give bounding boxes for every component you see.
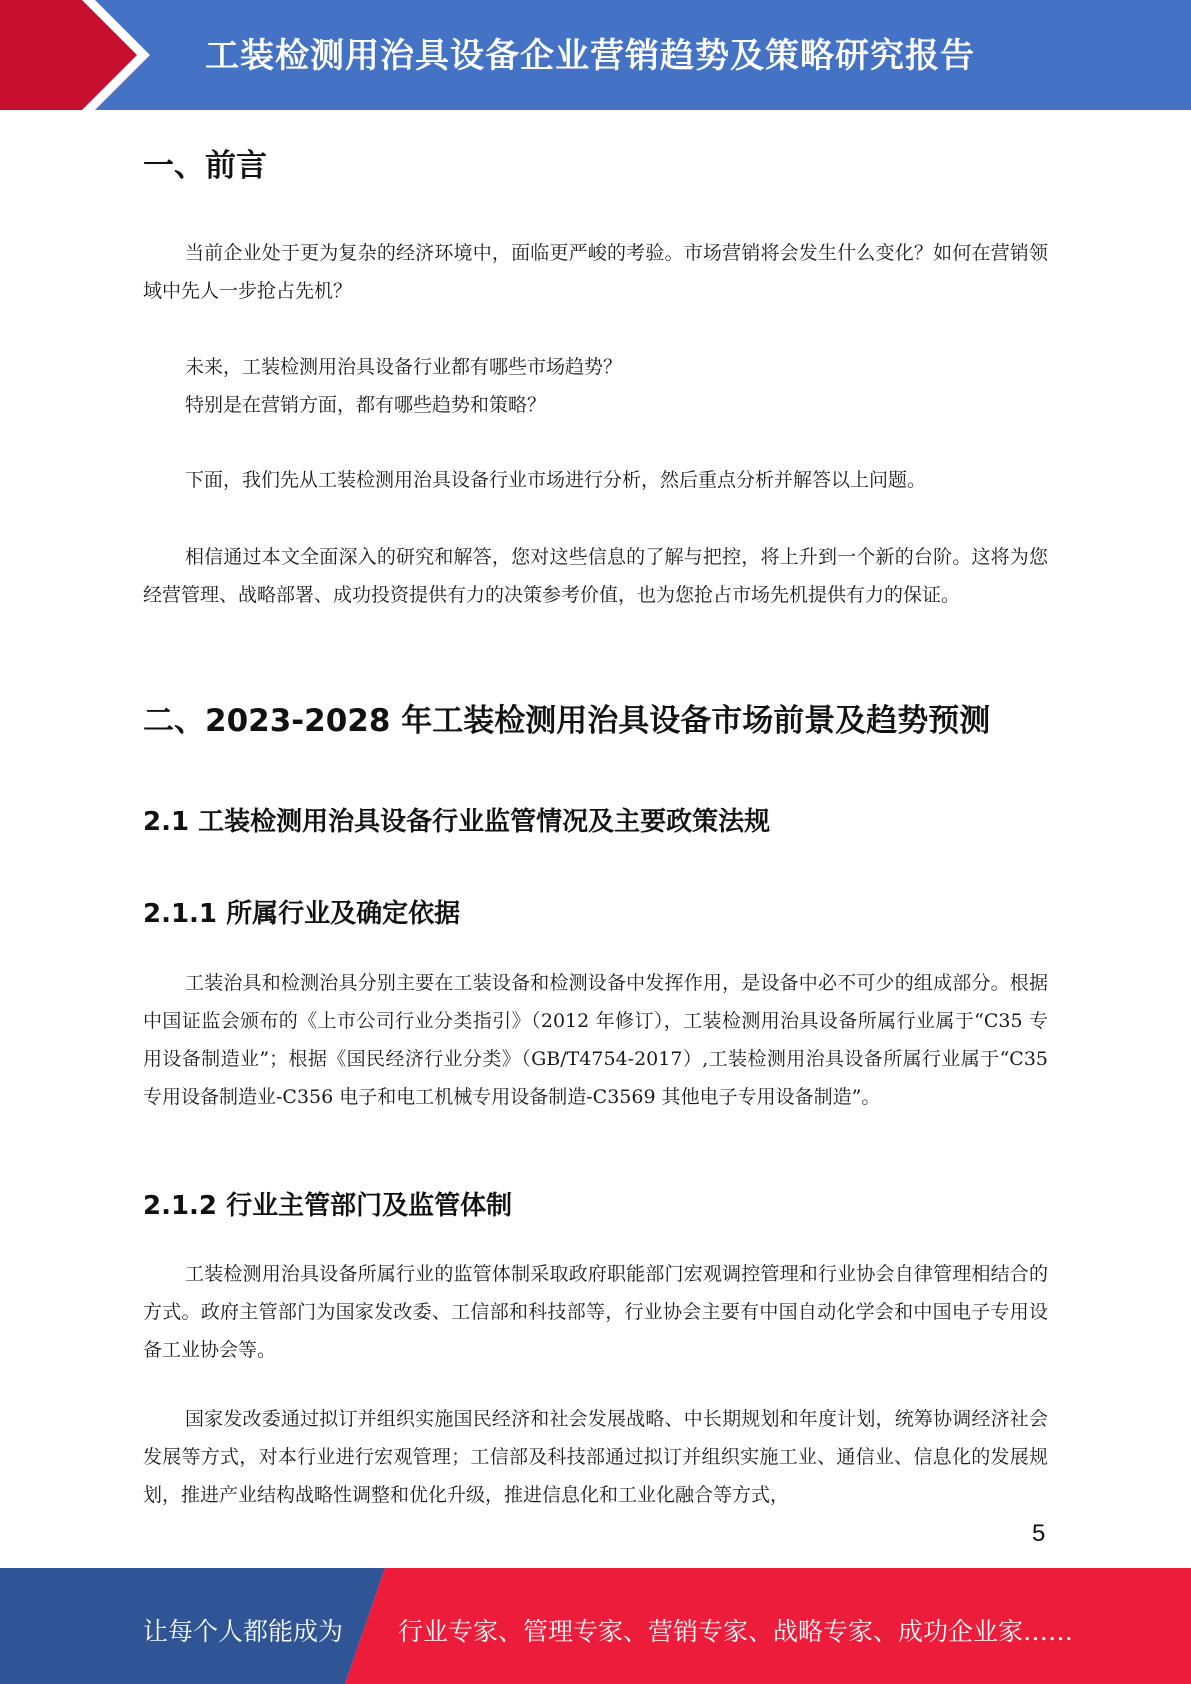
report-title: 工装检测用治具设备企业营销趋势及策略研究报告 [205, 36, 975, 76]
footer-slogan-left: 让每个人都能成为 [143, 1617, 344, 1646]
preface-paragraph-1: 当前企业处于更为复杂的经济环境中，面临更严峻的考验。市场营销将会发生什么变化？如何在营销领域中先人一步抢占先机？ [143, 242, 1048, 302]
preface-question-2: 特别是在营销方面，都有哪些趋势和策略？ [185, 394, 547, 416]
red-chevron-shape [0, 0, 150, 110]
section-heading-preface: 一、前言 [143, 148, 267, 184]
page-number: 5 [1032, 1520, 1046, 1547]
regulatory-paragraph-1: 工装检测用治具设备所属行业的监管体制采取政府职能部门宏观调控管理和行业协会自律管理相结合的方式。政府主管部门为国家发改委、工信部和科技部等，行业协会主要有中国自动化学会和中国电子专用设备工业协会等。 [143, 1263, 1048, 1361]
preface-paragraph-2: 下面，我们先从工装检测用治具设备行业市场进行分析，然后重点分析并解答以上问题。 [185, 469, 927, 491]
header-banner [0, 0, 1191, 110]
footer-slogan-right: 行业专家、管理专家、营销专家、战略专家、成功企业家…… [398, 1617, 1074, 1646]
subsection-heading-2-1: 2.1 工装检测用治具设备行业监管情况及主要政策法规 [143, 807, 771, 837]
section-heading-forecast: 二、2023-2028 年工装检测用治具设备市场前景及趋势预测 [143, 703, 991, 739]
footer-banner [0, 1568, 1191, 1684]
industry-classification-paragraph: 工装治具和检测治具分别主要在工装设备和检测设备中发挥作用，是设备中必不可少的组成部分。根据中国证监会颁布的《上市公司行业分类指引》（2012 年修订），工装检测用治具设备所属行业属于“C35 专用设备制造业”；根据《国民经济行业分类》（GB/T4754-2017）,工装检测用治具设备所属行业属于“C35 专用设备制造业-C356 电子和电工机械专用设备制造-C3569 其他电子专用设备制造”。 [143, 972, 1048, 1108]
subsection-heading-2-1-1: 2.1.1 所属行业及确定依据 [143, 899, 461, 929]
preface-question-1: 未来，工装检测用治具设备行业都有哪些市场趋势？ [185, 356, 623, 378]
subsection-heading-2-1-2: 2.1.2 行业主管部门及监管体制 [143, 1191, 513, 1221]
preface-paragraph-3: 相信通过本文全面深入的研究和解答，您对这些信息的了解与把控，将上升到一个新的台阶。这将为您经营管理、战略部署、成功投资提供有力的决策参考价值，也为您抢占市场先机提供有力的保证。 [143, 546, 1048, 606]
regulatory-paragraph-2: 国家发改委通过拟订并组织实施国民经济和社会发展战略、中长期规划和年度计划，统筹协调经济社会发展等方式，对本行业进行宏观管理；工信部及科技部通过拟订并组织实施工业、通信业、信息化的发展规划，推进产业结构战略性调整和优化升级，推进信息化和工业化融合等方式， [143, 1408, 1048, 1506]
